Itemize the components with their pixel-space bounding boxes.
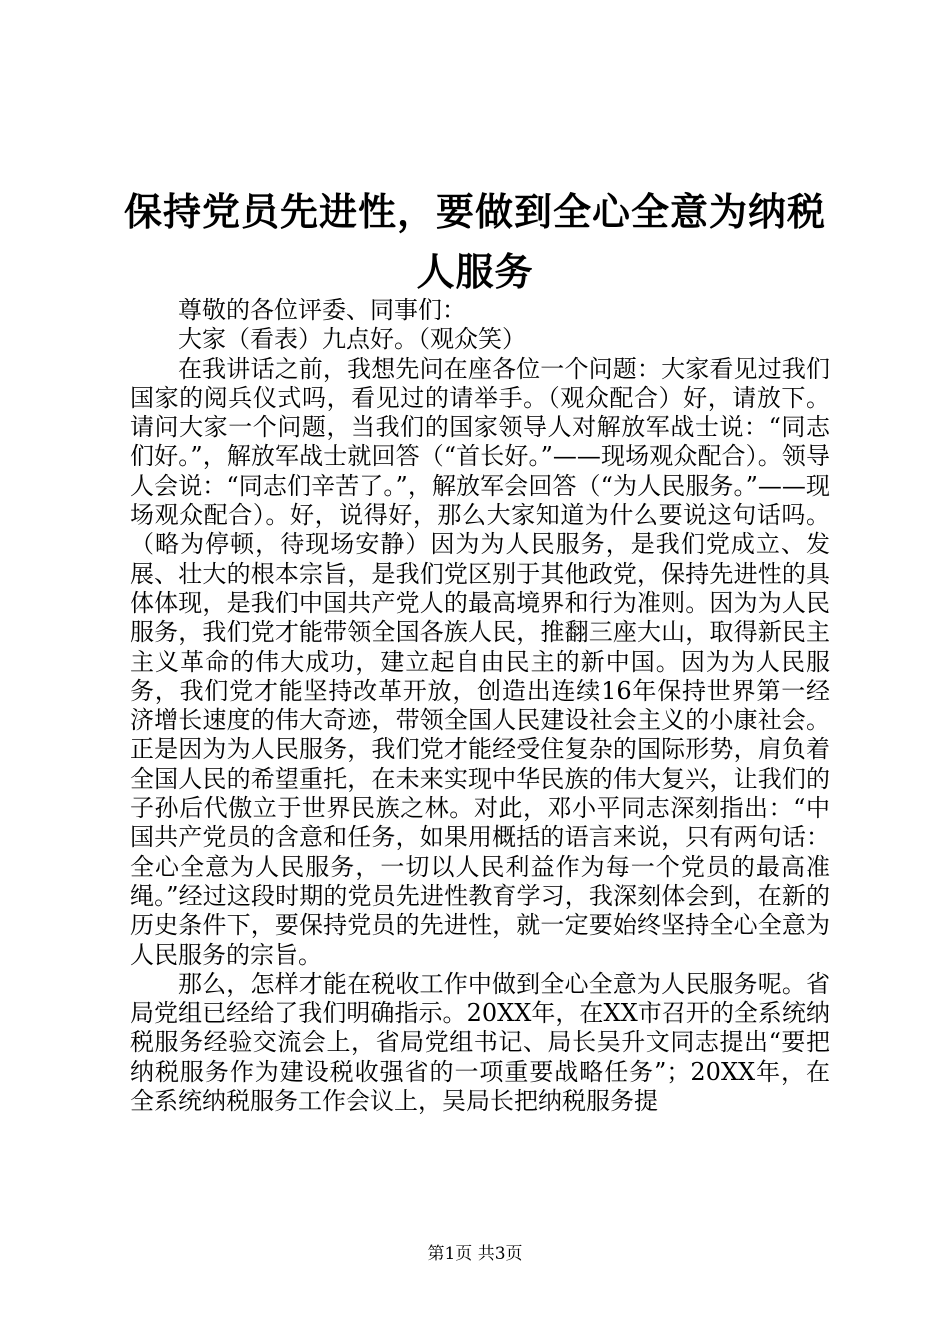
body-paragraph: 那么，怎样才能在税收工作中做到全心全意为人民服务呢。省局党组已经给了我们明确指示。20XX年，在XX市召开的全系统纳税服务经验交流会上，省局党组书记、局长吴升文同志提出“要把纳税服务作为建设税收强省的一项重要战略任务”；20XX年，在全系统纳税服务工作会议上，吴局长把纳税服务提 [130, 969, 830, 1116]
document-body [130, 296, 830, 1116]
document-title: 保持党员先进性，要做到全心全意为纳税人服务 [123, 189, 826, 294]
greeting-paragraph: 尊敬的各位评委、同事们： [178, 296, 466, 324]
body-paragraph: 在我讲话之前，我想先问在座各位一个问题：大家看见过我们国家的阅兵仪式吗，看见过的请举手。（观众配合）好，请放下。请问大家一个问题，当我们的国家领导人对解放军战士说：“同志们好。”，解放军战士就回答（“首长好。”——现场观众配合）。领导人会说：“同志们辛苦了。”，解放军会回答（“为人民服务。”——现场观众配合）。好，说得好，那么大家知道为什么要说这句话吗。（略为停顿，待现场安静）因为为人民服务，是我们党成立、发展、壮大的根本宗旨，是我们党区别于其他政党，保持先进性的具体体现，是我们中国共产党人的最高境界和行为准则。因为为人民服务，我们党才能带领全国各族人民，推翻三座大山，取得新民主主义革命的伟大成功，建立起自由民主的新中国。因为为人民服务，我们党才能坚持改革开放，创造出连续16年保持世界第一经济增长速度的伟大奇迹，带领全国人民建设社会主义的小康社会。正是因为为人民服务，我们党才能经受住复杂的国际形势，肩负着全国人民的希望重托，在未来实现中华民族的伟大复兴，让我们的子孙后代傲立于世界民族之林。对此，邓小平同志深刻指出：“中国共产党员的含意和任务，如果用概括的语言来说，只有两句话：全心全意为人民服务，一切以人民利益作为每一个党员的最高准绳。”经过这段时期的党员先进性教育学习，我深刻体会到，在新的历史条件下，要保持党员的先进性，就一定要始终坚持全心全意为人民服务的宗旨。 [130, 354, 830, 969]
page-footer: 第1页 共3页 [427, 1244, 523, 1264]
opening-paragraph: 大家（看表）九点好。（观众笑） [178, 325, 526, 354]
